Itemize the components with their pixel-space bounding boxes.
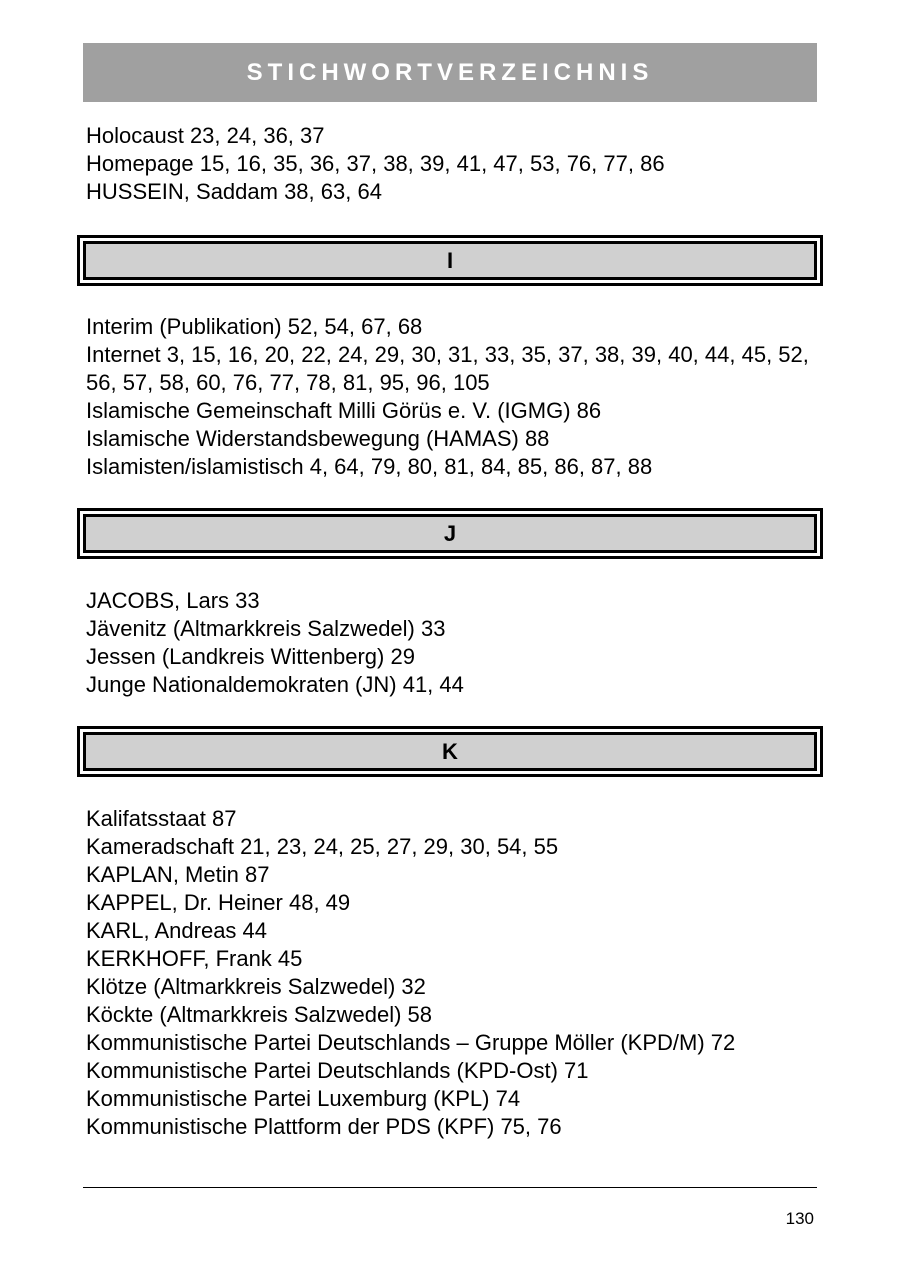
index-entry: KARL, Andreas 44	[86, 918, 268, 943]
index-entry: Jessen (Landkreis Wittenberg) 29	[86, 644, 415, 669]
index-entry: Kalifatsstaat 87	[86, 806, 237, 831]
index-entry: KAPPEL, Dr. Heiner 48, 49	[86, 890, 351, 915]
index-entry: Junge Nationaldemokraten (JN) 41, 44	[86, 672, 464, 697]
index-entry: Homepage 15, 16, 35, 36, 37, 38, 39, 41, 47, 53, 76, 77, 86	[86, 151, 665, 176]
letter-header-k-label: K	[442, 738, 458, 764]
index-entry: Islamisten/islamistisch 4, 64, 79, 80, 81, 84, 85, 86, 87, 88	[86, 454, 653, 479]
index-entry: Islamische Gemeinschaft Milli Görüs e. V. (IGMG) 86	[86, 398, 602, 423]
section-i-entries	[86, 313, 826, 481]
index-entry: KAPLAN, Metin 87	[86, 862, 270, 887]
index-entry: Interim (Publikation) 52, 54, 67, 68	[86, 314, 423, 339]
index-entry: Kameradschaft 21, 23, 24, 25, 27, 29, 30, 54, 55	[86, 834, 559, 859]
index-entry: Kommunistische Plattform der PDS (KPF) 75, 76	[86, 1114, 562, 1139]
index-entry: HUSSEIN, Saddam 38, 63, 64	[86, 179, 382, 204]
page-number: 130	[785, 1209, 814, 1228]
index-entry: Klötze (Altmarkkreis Salzwedel) 32	[86, 974, 426, 999]
index-title: STICHWORTVERZEICHNIS	[246, 58, 654, 86]
index-entry: Holocaust 23, 24, 36, 37	[86, 123, 325, 148]
letter-header-j	[77, 508, 823, 559]
letter-header-j-label: J	[443, 520, 457, 546]
index-entry: Kommunistische Partei Luxemburg (KPL) 74	[86, 1086, 521, 1111]
index-entry: Islamische Widerstandsbewegung (HAMAS) 88	[86, 426, 550, 451]
index-entry: Kommunistische Partei Deutschlands (KPD-Ost) 71	[86, 1058, 589, 1083]
letter-header-k	[77, 726, 823, 777]
letter-header-i	[77, 235, 823, 286]
footer-divider	[83, 1187, 817, 1188]
letter-header-i-label: I	[446, 247, 454, 273]
section-k-entries	[86, 805, 826, 1141]
index-title-banner	[83, 43, 817, 102]
index-entry: JACOBS, Lars 33	[86, 588, 260, 613]
section-h-entries	[86, 122, 826, 206]
section-j-entries	[86, 587, 826, 699]
index-entry: KERKHOFF, Frank 45	[86, 946, 303, 971]
index-entry: Internet 3, 15, 16, 20, 22, 24, 29, 30, 31, 33, 35, 37, 38, 39, 40, 44, 45, 52, 56, 57, 58, 60, 76, 77, 78, 81, 95, 96, 105	[86, 342, 809, 395]
index-entry: Jävenitz (Altmarkkreis Salzwedel) 33	[86, 616, 446, 641]
index-entry: Köckte (Altmarkkreis Salzwedel) 58	[86, 1002, 433, 1027]
index-entry: Kommunistische Partei Deutschlands – Gruppe Möller (KPD/M) 72	[86, 1030, 736, 1055]
